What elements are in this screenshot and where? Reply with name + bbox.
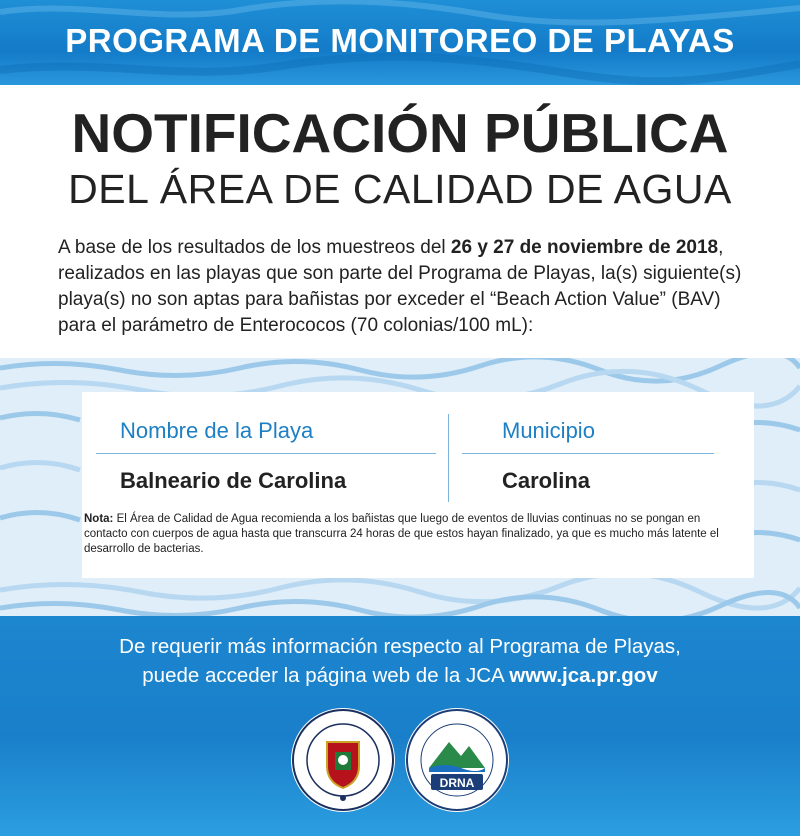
intro-text-start: A base de los resultados de los muestreos del <box>58 237 451 258</box>
website-link[interactable]: www.jca.pr.gov <box>509 664 658 687</box>
note-paragraph <box>84 512 744 557</box>
government-seal-logo <box>291 708 395 812</box>
headline-main: NOTIFICACIÓN PÚBLICA <box>71 102 729 164</box>
header-underline-right <box>462 453 714 454</box>
government-seal-icon <box>291 708 395 812</box>
note-label: Nota: <box>84 513 114 525</box>
footer-line-2-text: puede acceder la página web de la JCA <box>142 664 510 687</box>
footer-info <box>0 632 800 690</box>
note-text: El Área de Calidad de Agua recomienda a los bañistas que luego de eventos de lluvias continuas no se pongan en contacto con cuerpos de agua hasta que transcurra 24 horas de que estos hayan finalizado, ya que es mucho más latente el desarrollo de bacterias. <box>84 513 719 555</box>
results-card <box>82 392 754 578</box>
footer-line-1: De requerir más información respecto al Programa de Playas, <box>119 635 681 658</box>
sampling-dates: 26 y 27 de noviembre de 2018 <box>450 237 719 258</box>
footer-section <box>0 616 800 836</box>
drna-label: DRNA <box>439 776 475 790</box>
header-municipality: Municipio <box>502 418 595 443</box>
municipality-value: Carolina <box>502 468 591 493</box>
footer-line-2 <box>0 661 800 690</box>
header-beach-name: Nombre de la Playa <box>120 418 314 443</box>
drna-logo <box>405 708 509 812</box>
intro-paragraph <box>58 235 748 339</box>
beach-name-value: Balneario de Carolina <box>120 468 347 493</box>
headline-sub: DEL ÁREA DE CALIDAD DE AGUA <box>68 166 732 212</box>
column-divider <box>448 414 449 502</box>
top-banner <box>0 0 800 85</box>
program-title: PROGRAMA DE MONITOREO DE PLAYAS <box>65 22 735 59</box>
intro-text-end: , realizados en las playas que son parte del Programa de Playas, la(s) siguiente(s) playa(s) no son aptas para bañistas por exceder el “Beach Action Value” (BAV) para el parámetro de Enterococos (70 colonias/100 mL): <box>58 237 742 336</box>
header-underline-left <box>96 453 436 454</box>
drna-icon <box>405 708 509 812</box>
